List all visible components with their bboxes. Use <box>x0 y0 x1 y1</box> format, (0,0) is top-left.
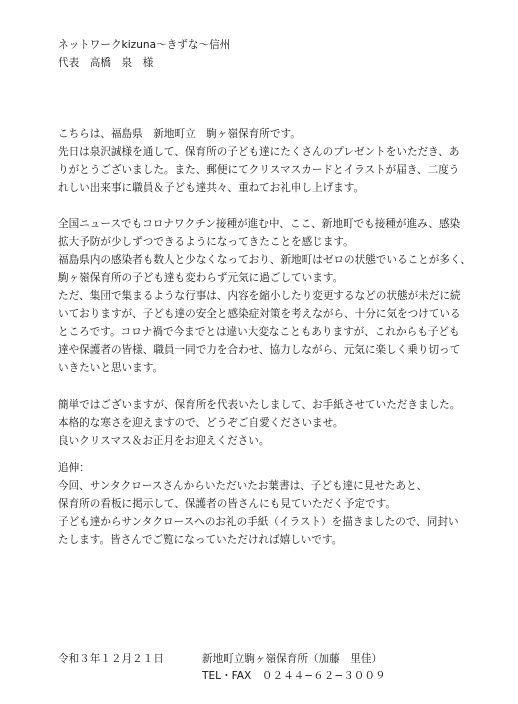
body-line: 簡単ではございますが、保育所を代表いたしまして、お手紙させていただきました。 <box>58 399 461 411</box>
body-line: ところです。コロナ禍で今までとは違い大変なこともありますが、これからも子ども <box>58 326 460 338</box>
addressee-organization: ネットワークkizuna〜きずな〜信州 <box>58 39 231 51</box>
body-line: 達や保護者の皆様、職員一同で力を合わせ、協力しながら、元気に楽しく乗り切って <box>58 344 461 356</box>
body-line: たします。皆さんでご覧になっていただければ嬉しいです。 <box>58 534 343 546</box>
body-line: 保育所の看板に掲示して、保護者の皆さんにも見ていただく予定です。 <box>58 498 396 510</box>
body-line: こちらは、福島県 新地町立 駒ヶ嶺保育所です。 <box>58 128 301 140</box>
signature-date: 令和３年１２月２１日 <box>58 653 164 665</box>
addressee-representative: 代表 高橋 泉 様 <box>58 57 154 69</box>
body-line: 全国ニュースでもコロナワクチン接種が進む中、ここ、新地町でも接種が進み、感染 <box>58 218 461 230</box>
signature-phone: TEL・FAX ０２４４−６２−３００９ <box>202 670 386 682</box>
body-line: れしい出来事に職員＆子ども達共々、重ねてお礼申し上げます。 <box>58 182 365 194</box>
body-line: 良いクリスマス＆お正月をお迎えください。 <box>58 435 270 447</box>
body-line: 福島県内の感染者も数人と少なくなっており、新地町はゼロの状態でいることが多く、 <box>58 254 471 266</box>
body-line: りがとうございました。また、郵便にてクリスマスカードとイラストが届き、二度う <box>58 164 460 176</box>
body-line: ただ、集団で集まるような行事は、内容を縮小したり変更するなどの状態が未だに続 <box>58 290 461 302</box>
signature-sender: 新地町立駒ヶ嶺保育所（加藤 里佳） <box>202 653 383 665</box>
body-line: 拡大予防が少しずつできるようになってきたことを感じます。 <box>58 236 354 248</box>
body-line: いておりますが、子ども達の安全と感染症対策を考えながら、十分に気をつけている <box>58 308 461 320</box>
body-line: 本格的な寒さを迎えますので、どうぞご自愛くださいませ。 <box>58 417 344 429</box>
body-line: いきたいと思います。 <box>58 362 164 374</box>
body-line: 子ども達からサンタクロースへのお礼の手紙（イラスト）を描きましたので、同封い <box>58 516 459 528</box>
body-line: 先日は泉沢誠様を通して、保育所の子ども達にたくさんのプレゼントをいただき、あ <box>58 146 460 158</box>
body-line: 駒ヶ嶺保育所の子ども達も変わらず元気に過ごしています。 <box>58 272 344 284</box>
body-line: 今回、サンタクロースさんからいただいたお葉書は、子ども達に見せたあと、 <box>58 480 428 492</box>
postscript-heading: 追伸： <box>58 462 90 474</box>
